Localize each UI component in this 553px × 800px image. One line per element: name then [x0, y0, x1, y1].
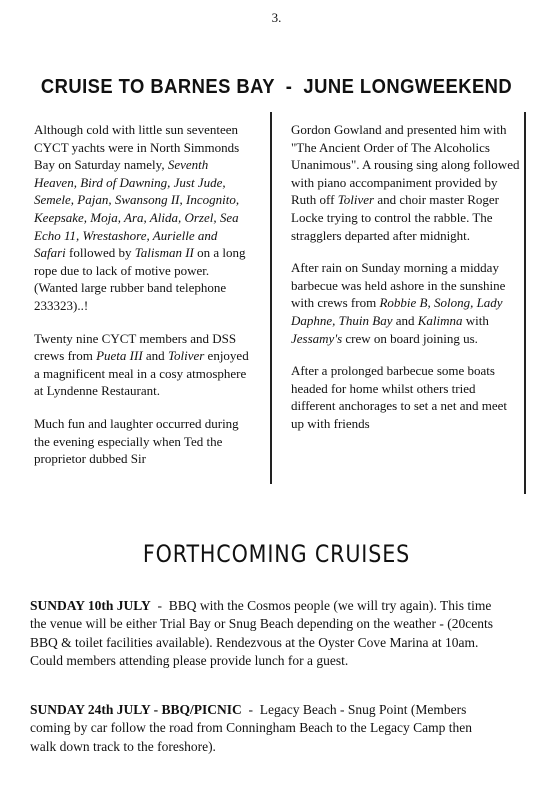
article-title-separator: - [285, 76, 293, 98]
article-left-column [34, 121, 252, 483]
page-number: 3. [271, 10, 282, 25]
text-run: enjoyed a magnificent meal in a cosy atmosphere at Lyndenne Restaurant. [34, 348, 249, 399]
article-paragraph: After a prolonged barbecue some boats headed for home whilst others tried different anchorages to set a net and meet up with friends [291, 363, 507, 431]
boat-name: Toliver [337, 192, 375, 208]
forthcoming-cruises-heading: FORTHCOMING CRUISES [142, 540, 411, 568]
article-title-left: CRUISE TO BARNES BAY [40, 76, 275, 98]
text-run: crew on board joining us. [342, 330, 478, 346]
text-run: and [392, 312, 418, 328]
boat-names: Seventh Heaven, Bird of Dawning, Just Jude, Semele, Pajan, Swansong II, Incognito, Keepsake, Moja, Ara, Alida, Orzel, Sea Echo 11, Wrestashore, Aurielle and Safari [34, 157, 240, 261]
column-divider [270, 112, 272, 484]
text-run: with [462, 312, 489, 328]
text-run: Although cold with little sun seventeen CYCT yachts were in North Simmonds Bay on Saturday namely, [34, 122, 240, 173]
text-run: Twenty nine CYCT members and DSS crews from [34, 330, 237, 364]
boat-names: Robbie B, Solong, Lady Daphne, Thuin Bay [291, 295, 503, 328]
article-right-column [291, 121, 521, 448]
text-run: Gordon Gowland and presented him with "The Ancient Order of The Alcoholics Unanimous". A rousing sing along followed with piano accompaniment provided by Ruth off [291, 122, 520, 208]
boat-name: Kalimna [417, 312, 463, 328]
article-title [22, 76, 531, 99]
article-paragraph [291, 259, 521, 347]
boat-name: Jessamy's [291, 330, 343, 346]
event-description: - BBQ with the Cosmos people (we will try again). This time the venue will be either Trial Bay or Snug Beach depending on the weather - (20cents BBQ & toilet facilities available). Rendezvous at the Oyster Cove Marina at 10am. Could members attending please provide lunch for a guest. [30, 598, 497, 668]
boat-name: Talisman II [134, 245, 194, 261]
article-paragraph [291, 121, 521, 244]
article-paragraph: Much fun and laughter occurred during the evening especially when Ted the proprietor dubbed Sir [34, 415, 239, 467]
text-run: After rain on Sunday morning a midday barbecue was held ashore in the sunshine with crews from [291, 260, 506, 311]
text-run: and choir master Roger Locke trying to control the rabble. The stragglers departed after midnight. [291, 192, 499, 243]
event-description: - Legacy Beach - Snug Point (Members coming by car follow the road from Conningham Beach to the Legacy Camp then walk down track to the foreshore). [30, 702, 476, 754]
event-date: SUNDAY 10th JULY [30, 598, 151, 613]
cruise-event [30, 597, 500, 670]
cruise-event [30, 701, 500, 756]
article-title-right: JUNE LONGWEEKEND [303, 76, 513, 98]
article-paragraph [34, 330, 252, 400]
text-run: and [142, 348, 168, 364]
text-run: on a long rope due to lack of motive power. (Wanted large rubber band telephone 233323)..! [34, 245, 246, 313]
article-paragraph [34, 121, 252, 315]
boat-name: Toliver [167, 348, 205, 364]
event-date: SUNDAY 24th JULY - BBQ/PICNIC [30, 702, 242, 717]
text-run: followed by [65, 245, 135, 261]
boat-name: Pueta III [96, 348, 143, 364]
right-border-rule [524, 112, 526, 494]
